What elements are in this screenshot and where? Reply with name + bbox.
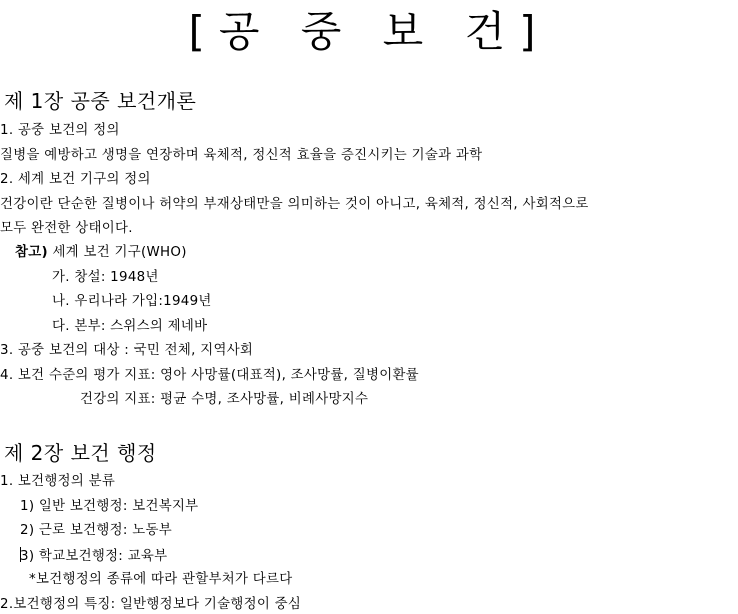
ch2-item-1: 1) 일반 보건행정: 보건복지부 [20,499,199,514]
ch2-star-note: *보건행정의 종류에 따라 관할부처가 다르다 [29,572,293,587]
ch1-line-3: 2. 세계 보건 기구의 정의 [0,172,151,187]
note-label: 참고) [15,245,48,260]
note-item-1: 가. 창설: 1948년 [52,270,159,285]
chapter2-heading: 제 2장 보건 행정 [4,441,157,465]
ch1-line-8: 건강의 지표: 평균 수명, 조사망률, 비례사망지수 [80,392,369,407]
ch2-item-2: 2) 근로 보건행정: 노동부 [20,523,172,538]
document-title: [공 중 보 건] [188,7,550,56]
ch1-line-6: 3. 공중 보건의 대상 : 국민 전체, 지역사회 [0,343,254,358]
note-line [15,244,187,262]
ch1-line-4: 건강이란 단순한 질병이나 허약의 부재상태만을 의미하는 것이 아니고, 육체적, 정신적, 사회적으로 [0,197,589,212]
ch2-item-3: 3) 학교보건행정: 교육부 [20,549,168,564]
ch1-line-1: 1. 공중 보건의 정의 [0,123,120,138]
ch1-line-7: 4. 보건 수준의 평가 지표: 영아 사망률(대표적), 조사망률, 질병이환률 [0,368,419,383]
note-item-3: 다. 본부: 스위스의 제네바 [52,319,208,334]
note-text: 세계 보건 기구(WHO) [47,245,187,260]
ch1-line-2: 질병을 예방하고 생명을 연장하며 육체적, 정신적 효율을 증진시키는 기술과 과학 [0,148,483,163]
note-item-2: 나. 우리나라 가입:1949년 [52,294,212,309]
chapter1-heading: 제 1장 공중 보건개론 [4,89,197,113]
ch2-item-3-wrap [20,547,167,566]
ch2-line-1: 1. 보건행정의 분류 [0,474,116,489]
ch2-line-2: 2.보건행정의 특징: 일반행정보다 기술행정이 중심 [0,597,302,612]
ch1-line-5: 모두 완전한 상태이다. [0,221,133,236]
